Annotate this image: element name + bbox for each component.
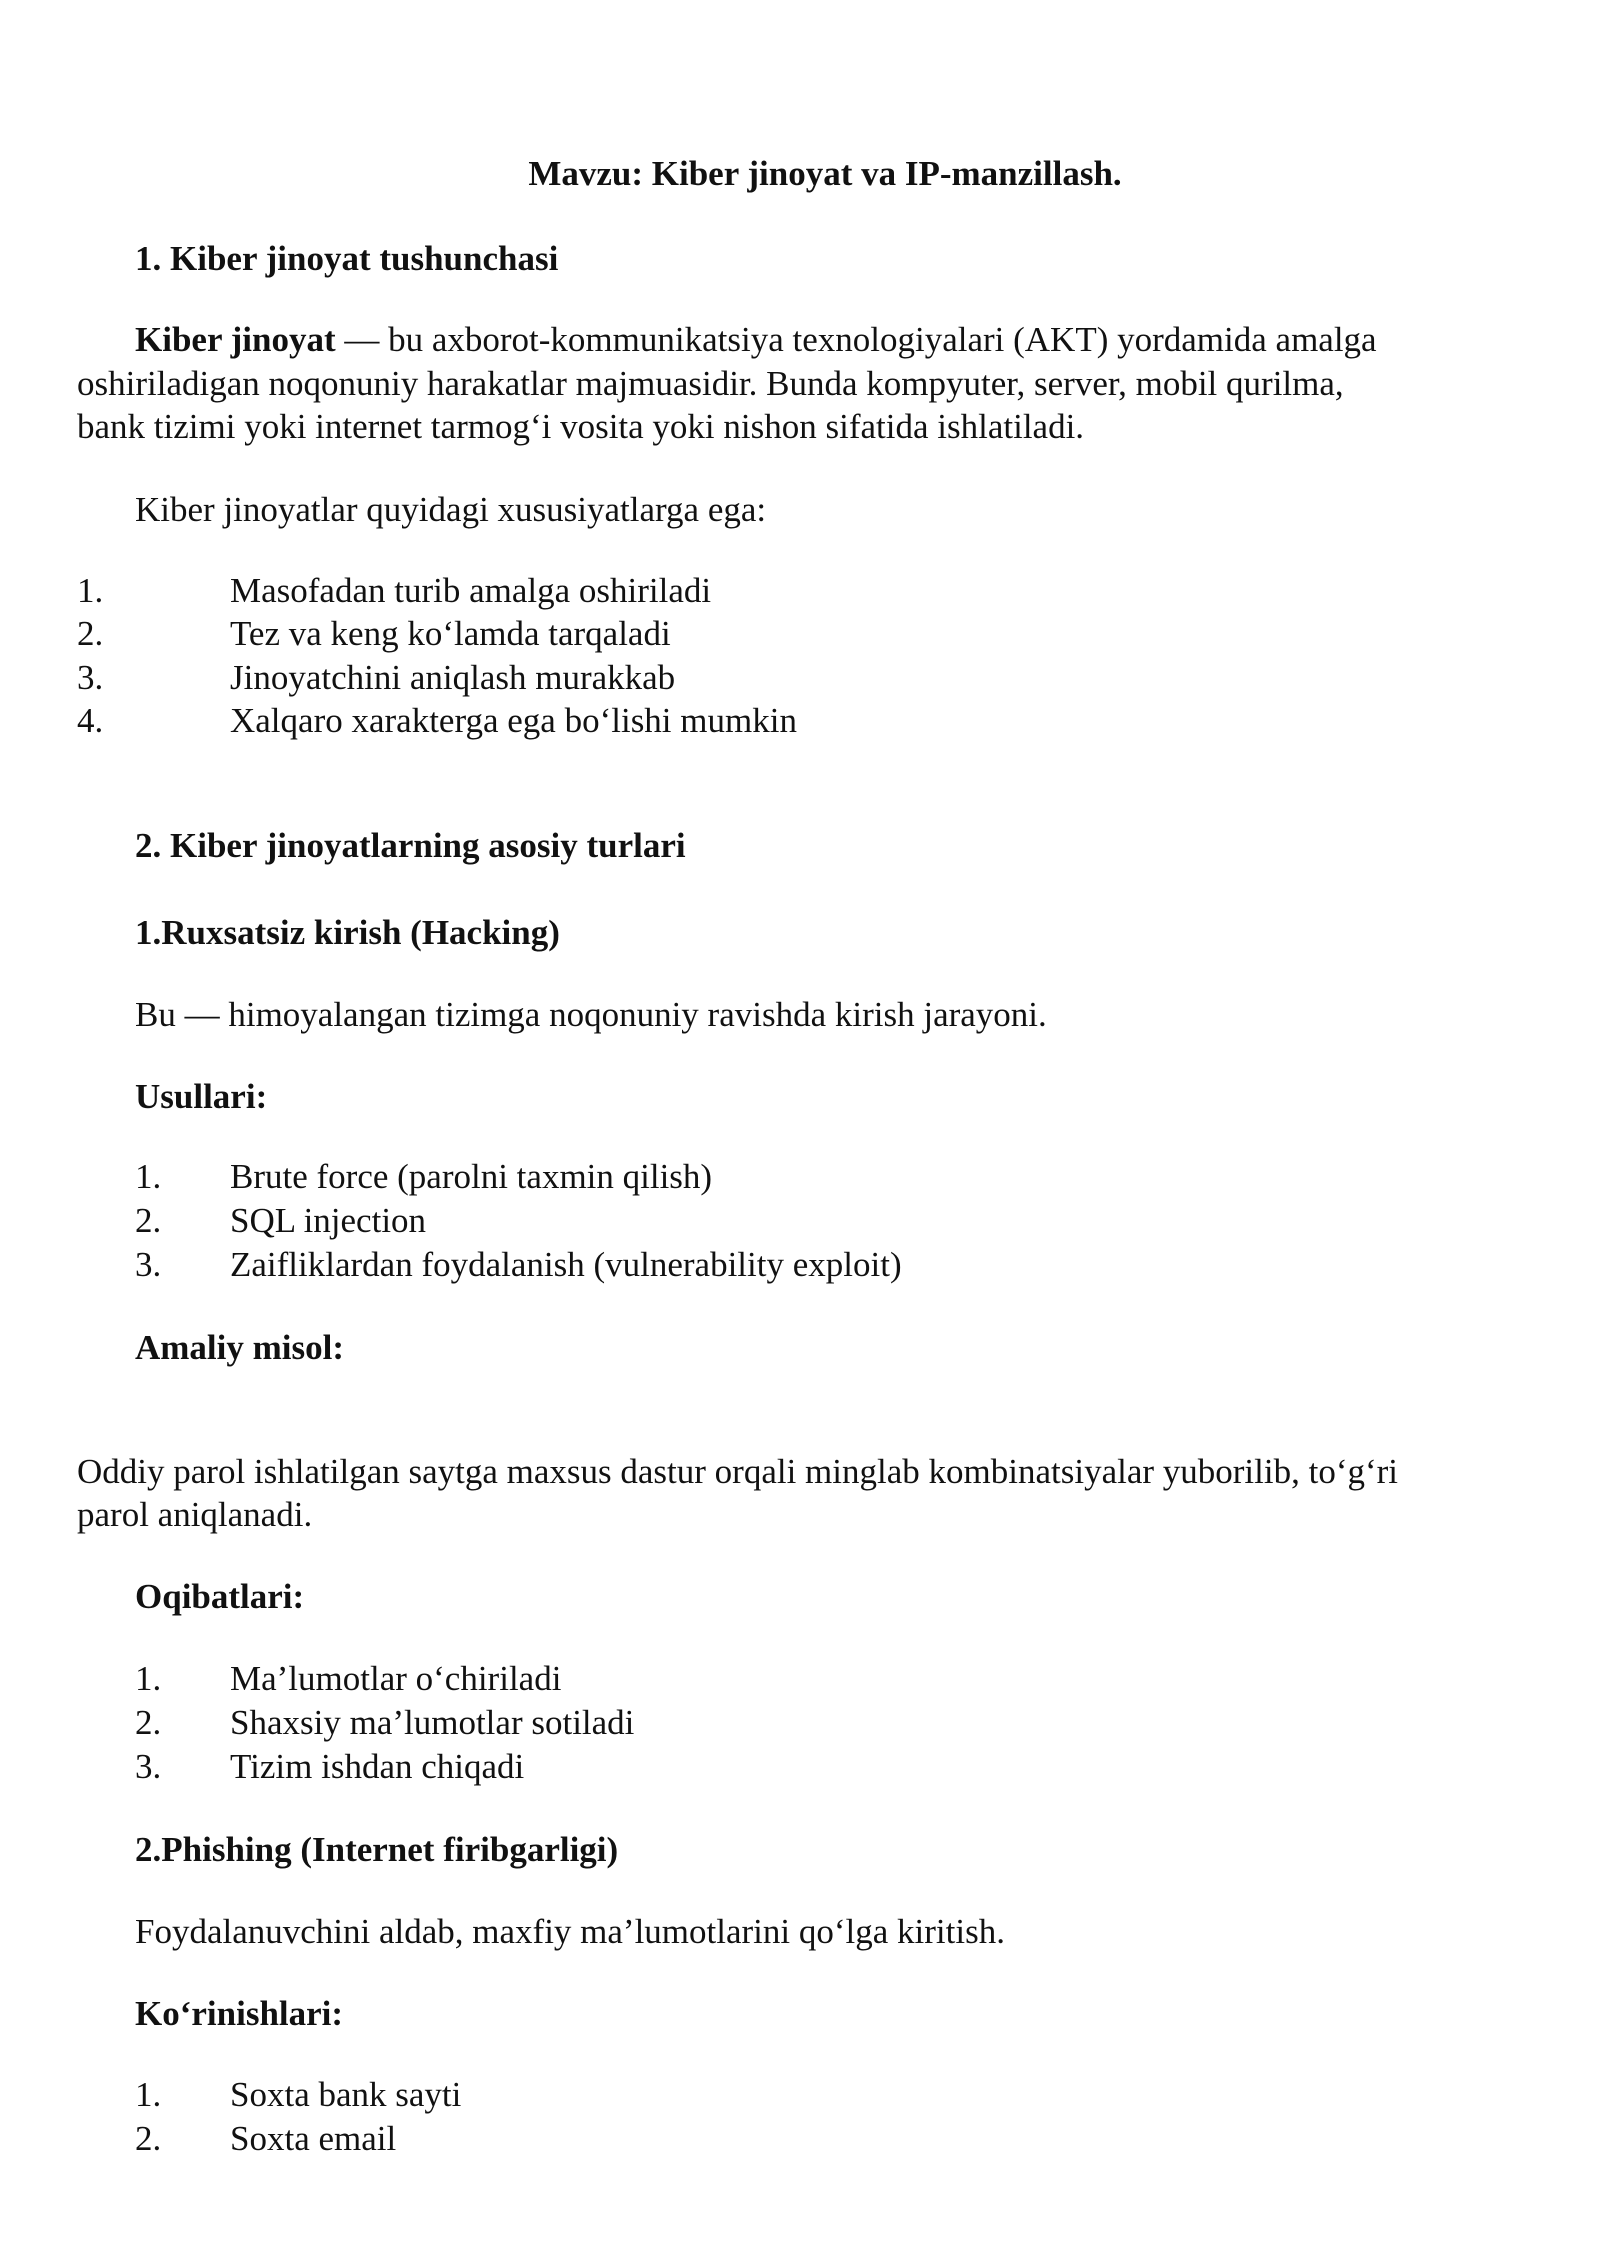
list-item-number: 3. (135, 1747, 162, 1786)
definition-term: Kiber jinoyat (135, 320, 336, 359)
example-paragraph-line-2: parol aniqlanadi. (77, 1495, 313, 1534)
definition-paragraph-line-2: oshiriladigan noqonuniy harakatlar majmuasidir. Bunda kompyuter, server, mobil qurilma, (77, 364, 1344, 403)
list-item-number: 4. (77, 701, 104, 740)
list-item-text: Soxta bank sayti (230, 2075, 462, 2114)
features-intro: Kiber jinoyatlar quyidagi xususiyatlarga ega: (135, 490, 767, 529)
list-item-number: 1. (135, 1659, 162, 1698)
methods-label: Usullari: (135, 1077, 268, 1116)
list-item-number: 3. (135, 1245, 162, 1284)
definition-paragraph-line-1 (135, 322, 1377, 357)
list-item-text: Tez va keng ko‘lamda tarqaladi (230, 614, 671, 653)
phishing-heading: 2.Phishing (Internet firibgarligi) (135, 1830, 619, 1869)
list-item-text: Masofadan turib amalga oshiriladi (230, 571, 712, 610)
list-item-text: Xalqaro xarakterga ega bo‘lishi mumkin (230, 701, 797, 740)
document-title: Mavzu: Kiber jinoyat va IP-manzillash. (528, 154, 1122, 193)
list-item-text: Tizim ishdan chiqadi (230, 1747, 525, 1786)
list-item-number: 1. (77, 571, 104, 610)
list-item-number: 2. (77, 614, 104, 653)
list-item-text: Zaifliklardan foydalanish (vulnerability exploit) (230, 1245, 902, 1284)
list-item-text: Shaxsiy ma’lumotlar sotiladi (230, 1703, 635, 1742)
list-item-number: 2. (135, 2119, 162, 2158)
consequences-label: Oqibatlari: (135, 1577, 305, 1616)
list-item-number: 2. (135, 1703, 162, 1742)
list-item-number: 3. (77, 658, 104, 697)
list-item-text: Jinoyatchini aniqlash murakkab (230, 658, 676, 697)
phishing-description: Foydalanuvchini aldab, maxfiy ma’lumotlarini qo‘lga kiritish. (135, 1912, 1005, 1951)
section-1-heading: 1. Kiber jinoyat tushunchasi (135, 239, 559, 278)
list-item-text: Brute force (parolni taxmin qilish) (230, 1157, 713, 1196)
list-item-number: 1. (135, 2075, 162, 2114)
definition-text: — bu axborot-kommunikatsiya texnologiyalari (AKT) yordamida amalga (335, 320, 1377, 359)
hacking-description: Bu — himoyalangan tizimga noqonuniy ravishda kirish jarayoni. (135, 995, 1047, 1034)
types-label: Ko‘rinishlari: (135, 1994, 344, 2033)
definition-paragraph-line-3: bank tizimi yoki internet tarmog‘i vosita yoki nishon sifatida ishlatiladi. (77, 407, 1085, 446)
example-paragraph-line-1: Oddiy parol ishlatilgan saytga maxsus dastur orqali minglab kombinatsiyalar yuborilib, to‘g‘ri (77, 1452, 1399, 1491)
hacking-heading: 1.Ruxsatsiz kirish (Hacking) (135, 913, 560, 952)
example-label: Amaliy misol: (135, 1328, 345, 1367)
list-item-text: Ma’lumotlar o‘chiriladi (230, 1659, 562, 1698)
list-item-number: 1. (135, 1157, 162, 1196)
list-item-text: Soxta email (230, 2119, 397, 2158)
list-item-number: 2. (135, 1201, 162, 1240)
section-2-heading: 2. Kiber jinoyatlarning asosiy turlari (135, 826, 686, 865)
list-item-text: SQL injection (230, 1201, 427, 1240)
